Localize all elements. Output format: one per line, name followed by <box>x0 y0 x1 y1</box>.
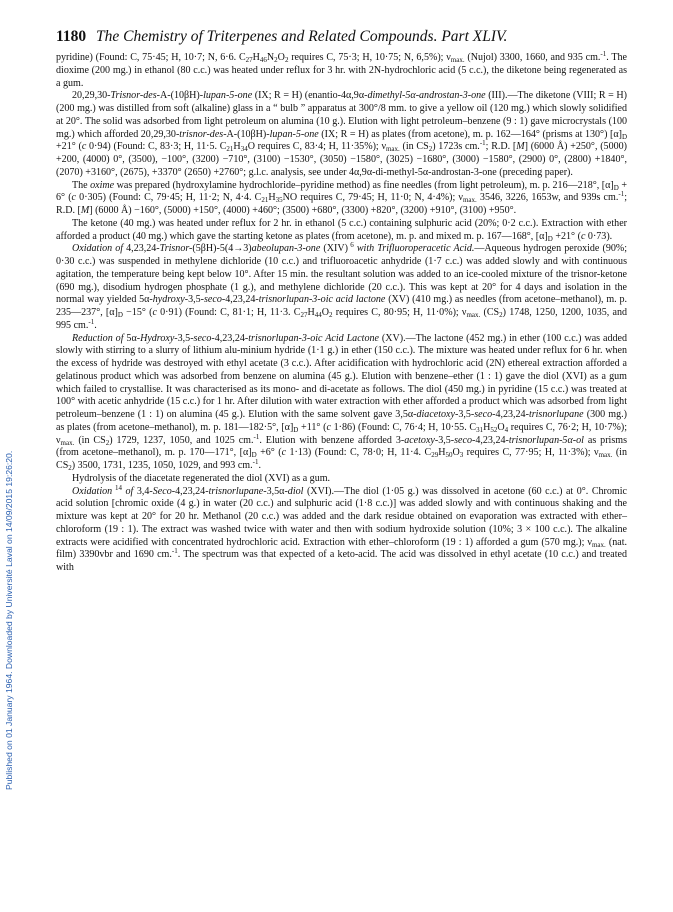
paragraph-peracid-oxidation: Oxidation of 4,23,24-Trisnor-(5βH)-5(4→3)abeolupan-3-one (XIV) $^6$ with Trifluoroperacetic Acid.—Aqueous hydrogen peroxide (90%; 0·30 c.c.) was suspended in methylene dichloride (10 c.c.) and trifluoroacetic anhydride (1·7 c.c.) was added slowly and with continuous agitation, the temperature being kept below 10°. After 15 min. the resultant solution was added to an ice-cooled mixture of the trisnor-ketone (690 mg.), disodium hydrogen phosphate (1 g.), and methylene dichloride (20 c.c.). This was kept at 20° for 4 days and isolation in the normal way yielded 5α-hydroxy-3,5-seco-4,23,24-trisnorlupan-3-oic acid lactone (XV) (410 mg.) as needles (from acetone–methanol), m. p. 235—237°, $[\alpha]_D -15^\circ$ (c 0·91) (Found: C, 81·1; H, 11·3. $C_{27}H_{44}O_2$ requires C, 80·95; H, 11·0%); $\nu_{max.}$ $(CS_2)$ 1748, 1250, 1200, 1035, and 995 cm.$^{-1}$. <box>56 241 628 331</box>
download-notice-margin <box>2 170 18 790</box>
page-number: 1180 <box>56 28 87 45</box>
page-header <box>56 28 626 46</box>
paragraph-oxime-prep: The oxime was prepared (hydroxylamine hydrochloride–pyridine method) as fine needles (from light petroleum), m. p. 216—218°, $[\alpha]_D + 6^\circ$ (c 0·305) (Found: C, 79·45; H, 11·2; N, 4·4. $C_{21}H_{35}NO$ requires C, 79·45; H, 11·0; N, 4·4%); $\nu_{max.}$ 3546, 3226, 1653w, and 939s cm.$^{-1}$; R.D. [M] (6000 Å) −160°, (5000) +150°, (4000) +460°; (3500) +680°, (3300) +820°, (3200) +910°, (3100) +950°. <box>56 179 627 216</box>
paragraph-ketone-acid-treatment: The ketone (40 mg.) was heated under reflux for 2 hr. in ethanol (5 c.c.) containing sulphuric acid (20%; 0·2 c.c.). Extraction with ether afforded a product (40 mg.) which gave the starting ketone as plates (from acetone), m. p. and mixed m. p. 167—168°, $[\alpha]_D +21^\circ$ (c 0·73). <box>56 217 627 243</box>
download-notice: Published on 01 January 1964. Downloaded by Université Laval on 14/09/2015 19:26:20. <box>4 450 14 790</box>
article-body <box>56 52 627 575</box>
paragraph-diacetate-hydrolysis: Hydrolysis of the diacetate regenerated the diol (XVI) as a gum. <box>72 472 331 484</box>
running-title: The Chemistry of Triterpenes and Related Compounds. Part XLIV. <box>96 28 508 45</box>
paragraph-trisnor-ketone: 20,29,30-Trisnor-des-A-(10βH)-lupan-5-one (IX; R = H) (enantio-4α,9α-dimethyl-5α-androstan-3-one (III).—The diketone (VIII; R = H) (200 mg.) was distilled from soft (alkaline) glass in a “ bulb ” apparatus at 300°/8 mm. to give a yellow oil (120 mg.) which slowly solidified at 20°. The solid was adsorbed from light petroleum on alumina (10 g.). Elution with light petroleum–benzene (9 : 1) gave microcrystals (100 mg.) which afforded 20,29,30-trisnor-des-A-(10βH)-lupan-5-one (IX; R = H) as plates (from acetone), m. p. 162—164° (prisms at 130°) $[\alpha]_D +21^\circ$ (c 0·94) (Found: C, 83·3; H, 11·5. $C_{21}H_{34}O$ requires C, 83·4; H, 11·35%); $\nu_{max.}$ (in $CS_2$) 1723s cm.$^{-1}$; R.D. [M] (6000 Å) +250°, (5000) +200, (4000) 0°, (3500), −100°, (3200) −710°, (3100) −1530°, (3050) −1580°, (3025) −1680°, (3000) −1580°, (2900) 0°, (2800) +1840°, (2070) +3160°, (2675), +3370° (2650) +2760°; g.l.c. analysis, see under 4α,9α-di-methyl-5α-androstan-3-one (preceding paper). <box>56 90 627 178</box>
paragraph-lactone-reduction: Reduction of 5α-Hydroxy-3,5-seco-4,23,24-trisnorlupan-3-oic Acid Lactone (XV).—The lactone (452 mg.) in ether (100 c.c.) was added slowly with stirring to a slurry of lithium alu-minium hydride (1·1 g.) in ether (150 c.c.). The mixture was heated under reflux for 6 hr. when the excess of hydride was destroyed with ethyl acetate (3 c.c.). After acidification with hydrochloric acid (2N) ethereal extraction afforded a gelatinous product which was adsorbed from benzene on alumina (45 g.). Elution with benzene–ether (1 : 1) gave the diol (XVI) as a gum which failed to crystallise. It was characterised as its mono- and di-acetate as follows. The diol (450 mg.) in pyridine (15 c.c.) was treated at 100° with acetic anhydride (15 c.c.) for 1 hr. After dilution with water extraction with ether afforded a product which was adsorbed from light petroleum–benzene (1 : 1) on alumina (45 g.). Elution with the same solvent gave 3,5α-diacetoxy-3,5-seco-4,23,24-trisnorlupane (300 mg.) as plates (from acetone–methanol), m. p. 181—182·5°, $[\alpha]_D +11^\circ$ (c 1·86) (Found: C, 76·4; H, 10·55. $C_{31}H_{52}O_4$ requires C, 76·2; H, 10·7%); $\nu_{max.}$ (in $CS_2$) 1729, 1237, 1050, and 1025 cm.$^{-1}$. Elution with benzene afforded 3-acetoxy-3,5-seco-4,23,24-trisnorlupan-5α-ol as prisms (from acetone–methanol), m. p. 170—171°, $[\alpha]_D +6^\circ$ (c 1·13) (Found: C, 78·0; H, 11·4. $C_{29}H_{50}O_3$ requires C, 77·95; H, 11·3%); $\nu_{max.}$ (in $CS_2$) 3500, 1731, 1235, 1050, 1029, and 993 cm.$^{-1}$. <box>56 332 627 472</box>
paragraph-diol-oxidation: Oxidation $^{14}$ of 3,4-Seco-4,23,24-trisnorlupane-3,5α-diol (XVI).—The diol (1·05 g.) was dissolved in acetone (60 c.c.) at 0°. Chromic acid solution [chromic oxide (4 g.) in water (20 c.c.) and sulphuric acid (1·8 c.c.)] was added slowly and with continuous shaking and the mixture was kept at 20° for 20 hr. Methanol (20 c.c.) was added and the dark residue obtained on evaporation was extracted with ether–chloroform (19 : 1). The extract was washed twice with water and then with sodium hydroxide solution (10%; 3 × 100 c.c.). The alkaline extracts were acidified with concentrated hydrochloric acid. Extraction with ether–chloroform (19 : 1) afforded a gum (570 mg.); $\nu_{max.}$ (nat. film) 3390vbr and 1690 cm.$^{-1}$. The spectrum was that expected of a keto-acid. The acid was dissolved in ethyl acetate (10 c.c.) and treated with <box>56 483 627 573</box>
paragraph-oxime-analysis: pyridine) (Found: C, 75·45; H, 10·7; N, 6·6. $C_{27}H_{46}N_2O_2$ requires C, 75·3; H, 10·75; N, 6,5%); $\nu_{max.}$ (Nujol) 3300, 1660, and 935 cm.$^{-1}$. The dioxime (200 mg.) in ethanol (80 c.c.) was heated under reflux for 3 hr. with 2N-hydrochloric acid (5 c.c.), the diketone being regenerated as a gum. <box>56 50 627 89</box>
